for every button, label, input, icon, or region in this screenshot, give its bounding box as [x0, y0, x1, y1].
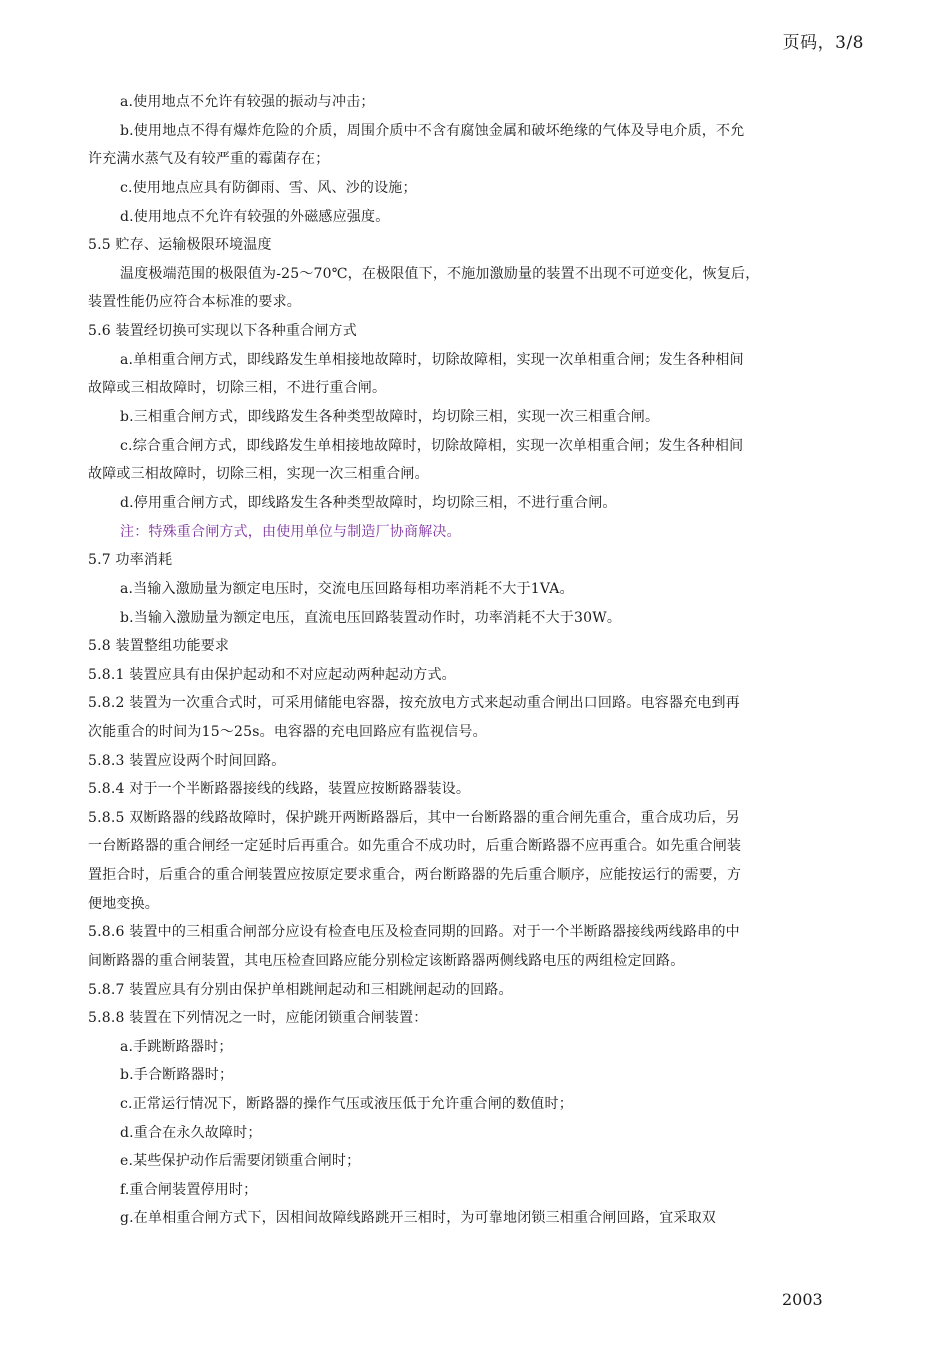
text-line: 置拒合时，后重合的重合闸装置应按原定要求重合，两台断路器的先后重合顺序，应能按运行的需要，方 — [88, 867, 742, 883]
text-line: a.当输入激励量为额定电压时，交流电压回路每相功率消耗不大于1VA。 — [120, 581, 574, 597]
text-line: 5.8.8 装置在下列情况之一时，应能闭锁重合闸装置： — [88, 1010, 428, 1026]
text-line: d.停用重合闸方式，即线路发生各种类型故障时，均切除三相，不进行重合闸。 — [120, 495, 617, 511]
text-line: 故障或三相故障时，切除三相，不进行重合闸。 — [88, 380, 387, 396]
text-line: 5.8.2 装置为一次重合式时，可采用储能电容器，按充放电方式来起动重合闸出口回路。电容器充电到再 — [88, 695, 740, 711]
text-line: 5.8.5 双断路器的线路故障时，保护跳开两断路器后，其中一台断路器的重合闸先重合，重合成功后，另 — [88, 810, 740, 826]
text-line: 便地变换。 — [88, 896, 159, 912]
text-line: b.使用地点不得有爆炸危险的介质，周围介质中不含有腐蚀金属和破坏绝缘的气体及导电介质，不允 — [120, 123, 745, 139]
section-heading: 5.6 装置经切换可实现以下各种重合闸方式 — [88, 323, 357, 339]
page-number: 页码，3/8 — [782, 33, 864, 53]
text-line: 5.8.4 对于一个半断路器接线的线路，装置应按断路器装设。 — [88, 781, 471, 797]
text-line: c.综合重合闸方式，即线路发生单相接地故障时，切除故障相，实现一次单相重合闸；发生各种相间 — [120, 438, 744, 454]
text-line: 5.8.6 装置中的三相重合闸部分应设有检查电压及检查同期的回路。对于一个半断路器接线两线路串的中 — [88, 924, 740, 940]
text-line: 5.8.1 装置应具有由保护起动和不对应起动两种起动方式。 — [88, 667, 456, 683]
text-line: d.使用地点不允许有较强的外磁感应强度。 — [120, 209, 390, 225]
section-heading: 5.7 功率消耗 — [88, 552, 173, 568]
text-line: b.当输入激励量为额定电压，直流电压回路装置动作时，功率消耗不大于30W。 — [120, 610, 622, 626]
text-line: 5.8.3 装置应设两个时间回路。 — [88, 753, 286, 769]
list-item: a.手跳断路器时； — [120, 1039, 233, 1055]
list-item: c.正常运行情况下，断路器的操作气压或液压低于允许重合闸的数值时； — [120, 1096, 573, 1112]
note-line: 注：特殊重合闸方式，由使用单位与制造厂协商解决。 — [120, 524, 461, 540]
text-line: 装置性能仍应符合本标准的要求。 — [88, 294, 301, 310]
list-item: e.某些保护动作后需要闭锁重合闸时； — [120, 1153, 361, 1169]
text-line: 故障或三相故障时，切除三相，实现一次三相重合闸。 — [88, 466, 429, 482]
text-line: 一台断路器的重合闸经一定延时后再重合。如先重合不成功时，后重合断路器不应再重合。如先重合闸装 — [88, 838, 742, 854]
text-line: 温度极端范围的极限值为-25～70℃，在极限值下，不施加激励量的装置不出现不可逆变化，恢复后， — [120, 266, 760, 282]
text-line: a.使用地点不允许有较强的振动与冲击； — [120, 94, 375, 110]
section-heading: 5.5 贮存、运输极限环境温度 — [88, 237, 272, 253]
footer-code: 2003 — [782, 1290, 823, 1309]
text-line: 次能重合的时间为15～25s。电容器的充电回路应有监视信号。 — [88, 724, 487, 740]
text-line: c.使用地点应具有防御雨、雪、风、沙的设施； — [120, 180, 417, 196]
list-item: b.手合断路器时； — [120, 1067, 234, 1083]
text-line: 间断路器的重合闸装置，其电压检查回路应能分别检定该断路器两侧线路电压的两组检定回路。 — [88, 953, 685, 969]
text-line: 5.8.7 装置应具有分别由保护单相跳闸起动和三相跳闸起动的回路。 — [88, 982, 513, 998]
list-item: d.重合在永久故障时； — [120, 1125, 262, 1141]
list-item: g.在单相重合闸方式下，因相间故障线路跳开三相时，为可靠地闭锁三相重合闸回路，宜采取双 — [120, 1210, 717, 1226]
list-item: f.重合闸装置停用时； — [120, 1182, 258, 1198]
text-line: 许充满水蒸气及有较严重的霉菌存在； — [88, 151, 330, 167]
text-line: b.三相重合闸方式，即线路发生各种类型故障时，均切除三相，实现一次三相重合闸。 — [120, 409, 660, 425]
text-line: a.单相重合闸方式，即线路发生单相接地故障时，切除故障相，实现一次单相重合闸；发生各种相间 — [120, 352, 744, 368]
section-heading: 5.8 装置整组功能要求 — [88, 638, 230, 654]
